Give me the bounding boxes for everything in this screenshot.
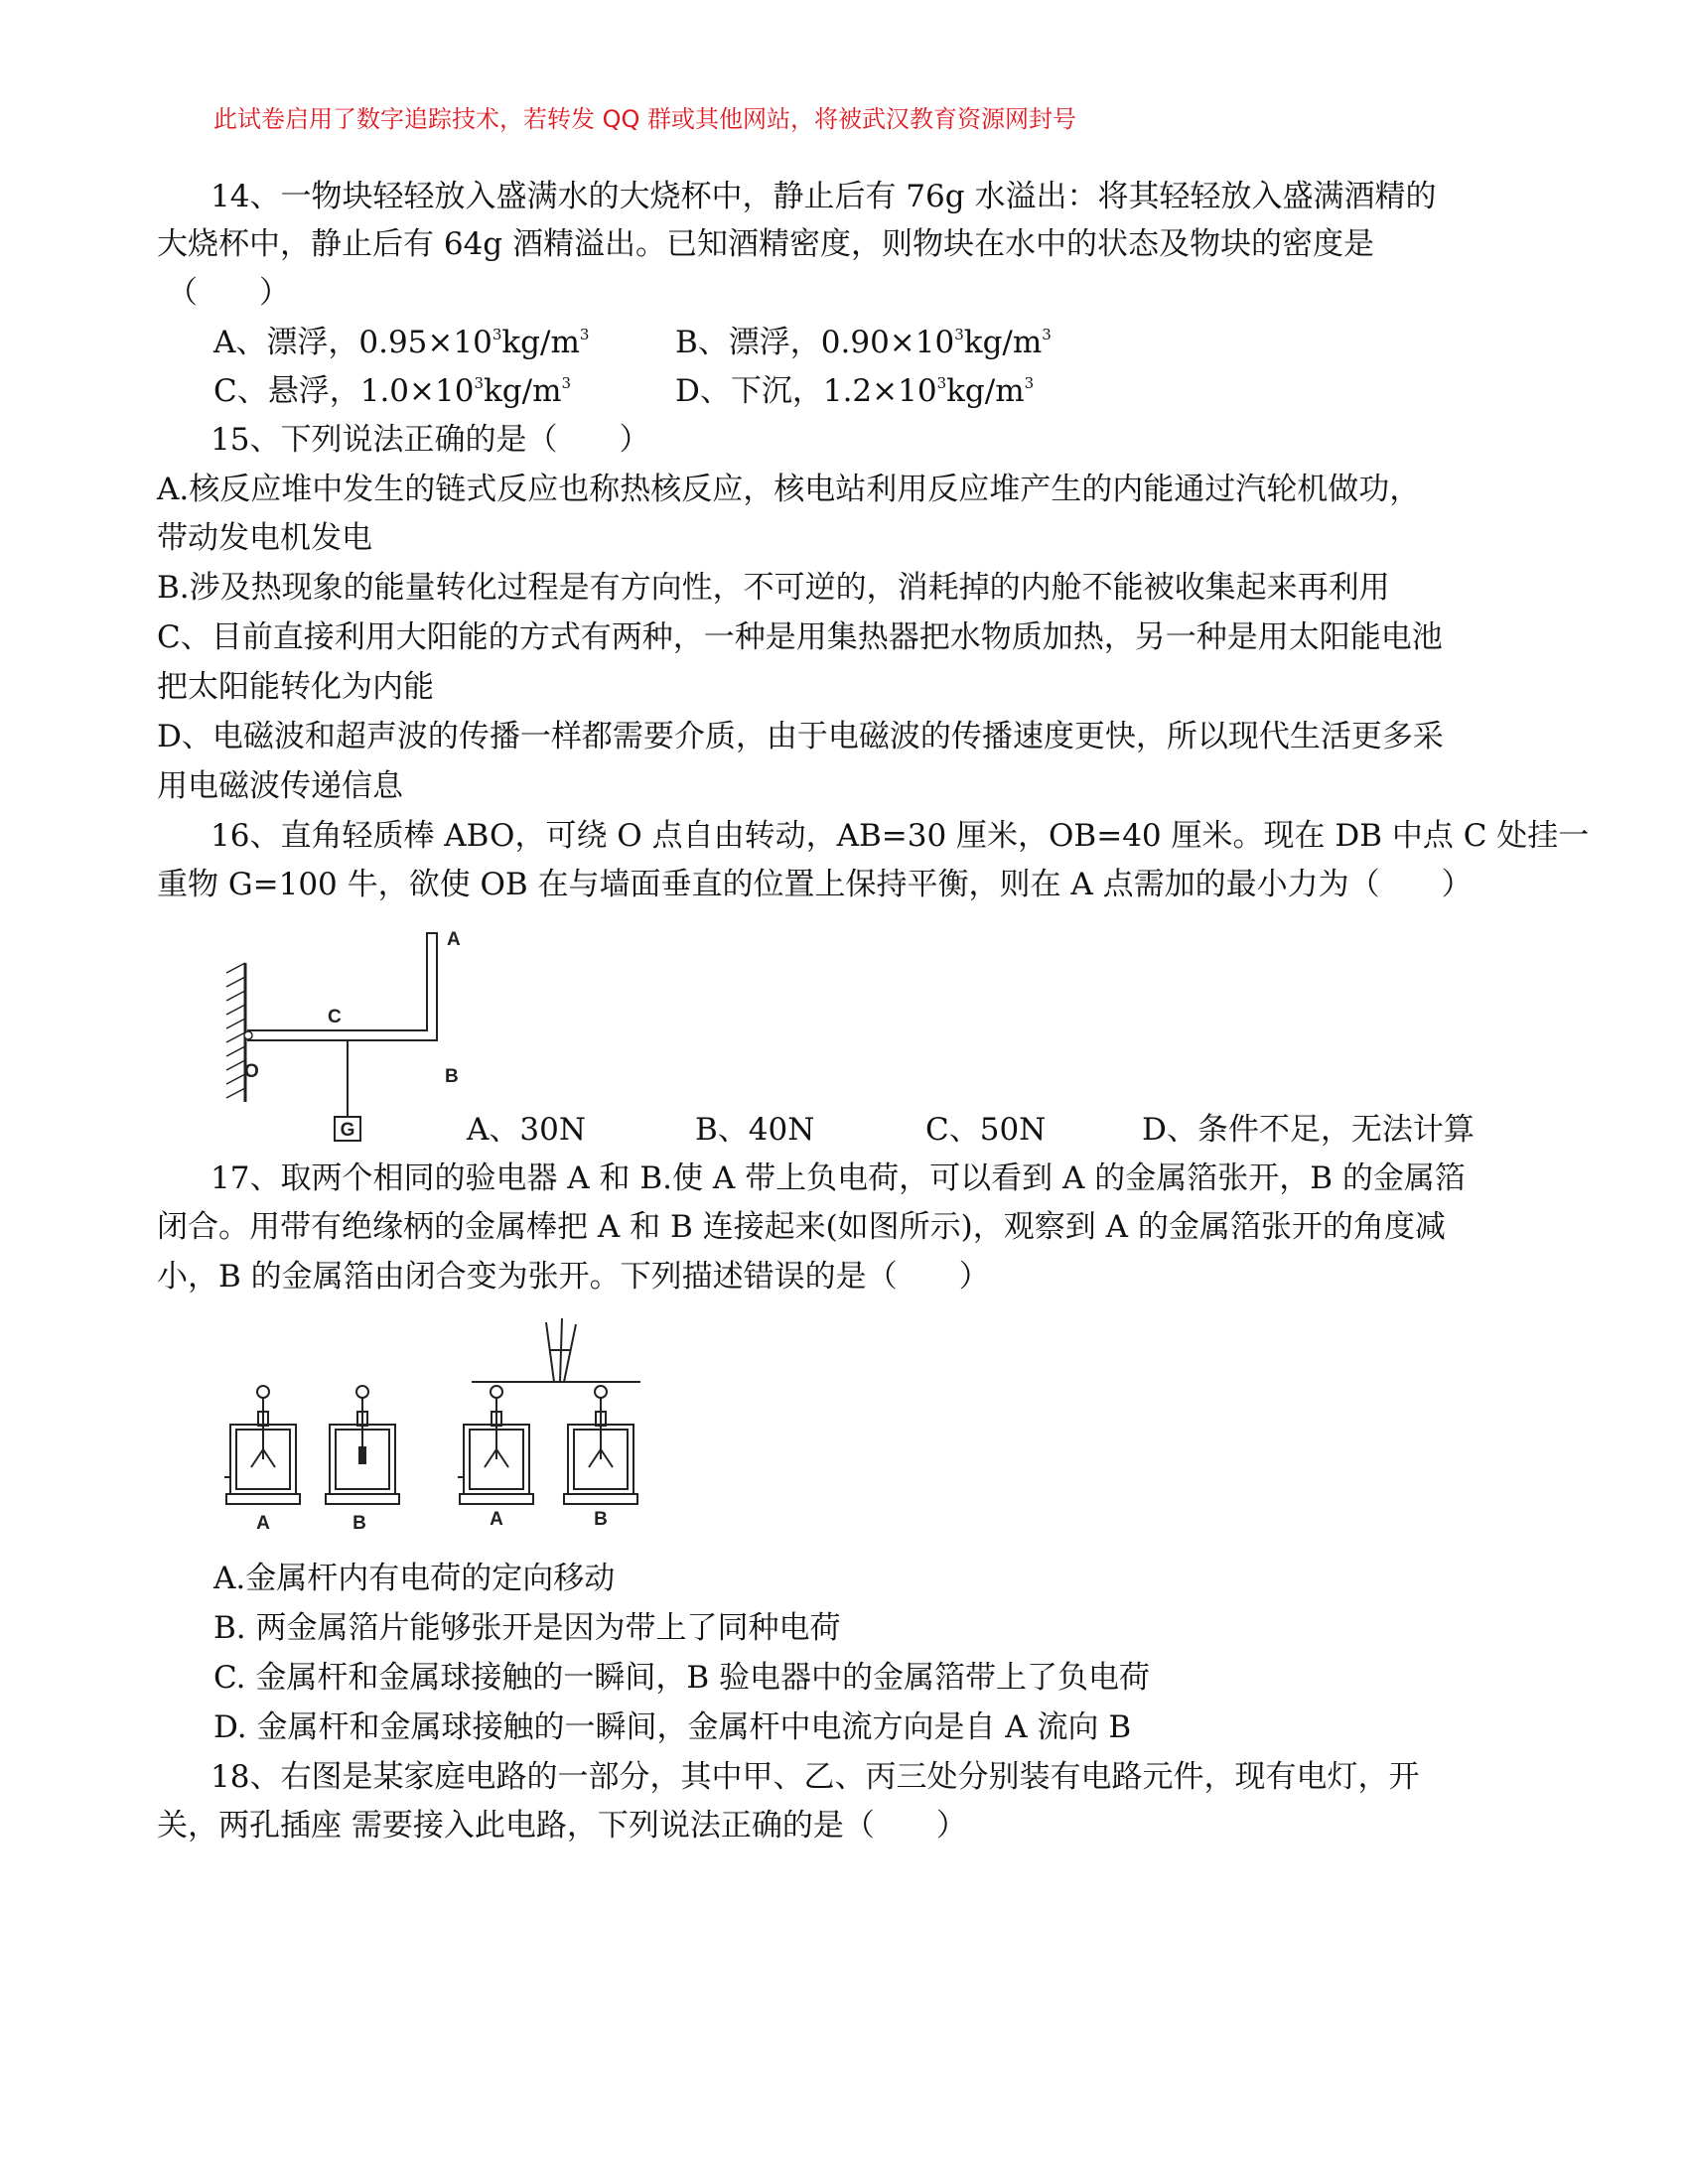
q15-option-c-line1: C、目前直接利用大阳能的方式有两种，一种是用集热器把水物质加热，另一种是用太阳能电池 <box>157 619 1443 655</box>
q16-option-b[interactable]: B、40N <box>695 1112 815 1148</box>
label-a-after: A <box>490 1509 503 1530</box>
q17-stem-line3: 小，B 的金属箔由闭合变为张开。下列描述错误的是（ ） <box>157 1259 990 1295</box>
q17-stem-line1: 17、取两个相同的验电器 A 和 B.使 A 带上负电荷，可以看到 A 的金属箔张开，B 的金属箔 <box>211 1160 1466 1196</box>
q17-option-c[interactable]: C. 金属杆和金属球接触的一瞬间，B 验电器中的金属箔带上了负电荷 <box>213 1660 1150 1696</box>
label-c: C <box>328 1007 342 1027</box>
pivot-o <box>244 1031 252 1039</box>
q16-stem-line2: 重物 G=100 牛，欲使 OB 在与墙面垂直的位置上保持平衡，则在 A 点需加的最小力为（ ） <box>157 867 1473 902</box>
electroscope-a-after <box>458 1386 533 1504</box>
q14-stem-line3: （ ） <box>167 275 290 311</box>
label-b: B <box>445 1066 459 1087</box>
label-a-before: A <box>256 1513 270 1534</box>
q18-stem-line2: 关，两孔插座 需要接入此电路，下列说法正确的是（ ） <box>157 1808 967 1843</box>
q14-option-c[interactable]: C、悬浮，$1.0\times 10^3kg/m^3$ <box>213 373 572 409</box>
q17-option-b[interactable]: B. 两金属箔片能够张开是因为带上了同种电荷 <box>213 1610 841 1646</box>
label-a: A <box>447 929 461 950</box>
tracking-notice: 此试卷启用了数字追踪技术，若转发 QQ 群或其他网站，将被武汉教育资源网封号 <box>213 105 1077 133</box>
q14-option-b[interactable]: B、漂浮，$0.90\times 10^3kg/m^3$ <box>675 325 1052 360</box>
q15-stem: 15、下列说法正确的是（ ） <box>211 422 650 458</box>
lever-figure <box>218 923 487 1152</box>
label-b-after: B <box>594 1509 608 1530</box>
q17-option-a[interactable]: A.金属杆内有电荷的定向移动 <box>213 1561 616 1596</box>
electroscope-b-before <box>326 1386 399 1504</box>
q14-option-d[interactable]: D、下沉，$1.2\times 10^3kg/m^3$ <box>675 373 1035 409</box>
electroscope-figure <box>218 1310 645 1534</box>
q16-stem-line1: 16、直角轻质棒 ABO，可绕 O 点自由转动，AB=30 厘米，OB=40 厘米。现在 DB 中点 C 处挂一 <box>211 818 1590 854</box>
label-g: G <box>340 1120 355 1141</box>
q18-stem-line1: 18、右图是某家庭电路的一部分，其中甲、乙、丙三处分别装有电路元件，现有电灯，开 <box>211 1759 1420 1795</box>
q14-stem-line1: 14、一物块轻轻放入盛满水的大烧杯中，静止后有 76g 水溢出：将其轻轻放入盛满酒精的 <box>211 179 1437 214</box>
q15-option-a-line1: A.核反应堆中发生的链式反应也称热核反应，核电站利用反应堆产生的内能通过汽轮机做功， <box>157 472 1421 507</box>
q16-option-c[interactable]: C、50N <box>925 1112 1047 1148</box>
lever-rod <box>248 933 437 1040</box>
electroscope-a-before <box>224 1386 300 1504</box>
q16-option-d[interactable]: D、条件不足，无法计算 <box>1142 1112 1475 1148</box>
q14-stem-line2: 大烧杯中，静止后有 64g 酒精溢出。已知酒精密度，则物块在水中的状态及物块的密度是 <box>157 226 1374 262</box>
q15-option-d-line2: 用电磁波传递信息 <box>157 768 403 804</box>
metal-rod <box>472 1318 640 1382</box>
label-b-before: B <box>352 1513 366 1534</box>
q17-option-d[interactable]: D. 金属杆和金属球接触的一瞬间，金属杆中电流方向是自 A 流向 B <box>213 1709 1132 1745</box>
q17-stem-line2: 闭合。用带有绝缘柄的金属棒把 A 和 B 连接起来(如图所示)，观察到 A 的金属箔张开的角度减 <box>157 1209 1446 1245</box>
electroscope-b-after <box>564 1386 637 1504</box>
q15-option-c-line2: 把太阳能转化为内能 <box>157 669 434 705</box>
q15-option-d-line1: D、电磁波和超声波的传播一样都需要介质，由于电磁波的传播速度更快，所以现代生活更多采 <box>157 719 1444 754</box>
q15-option-a-line2: 带动发电机发电 <box>157 520 372 556</box>
q15-option-b: B.涉及热现象的能量转化过程是有方向性，不可逆的，消耗掉的内舱不能被收集起来再利用 <box>157 570 1390 606</box>
label-o: O <box>244 1061 259 1082</box>
q16-option-a[interactable]: A、30N <box>467 1112 586 1148</box>
q14-option-a[interactable]: A、漂浮，$0.95\times 10^3kg/m^3$ <box>213 325 590 360</box>
wall <box>226 963 245 1102</box>
